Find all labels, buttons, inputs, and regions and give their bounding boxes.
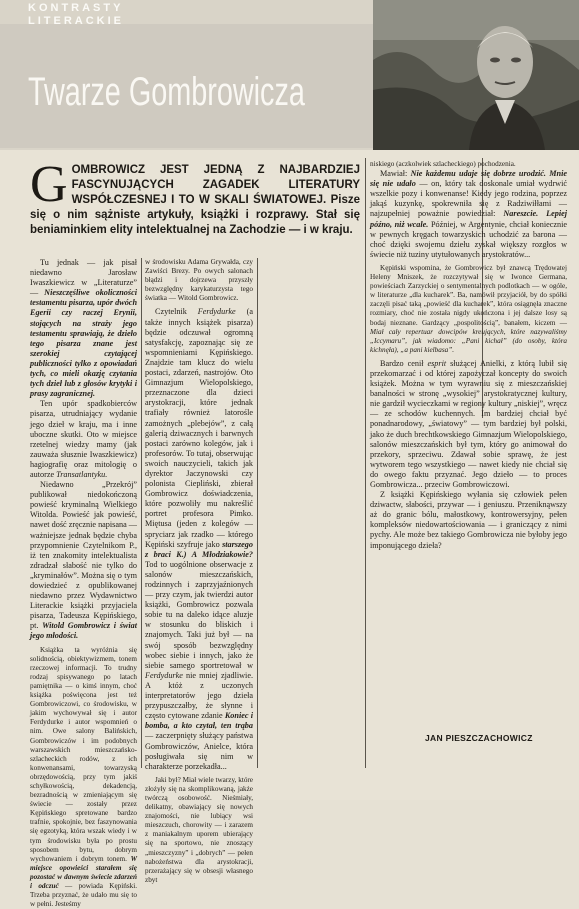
text-run: Później, w Argentynie, chciał koniecznie w pewnych kręgach towarzyskich uchodzić za barona — choć dzięki swojemu dziełu zyskał większy rozgłos w świecie niż tuziny utytułowanych arystokratów...: [370, 219, 567, 259]
article-title: Twarze Gombrowicza: [28, 70, 305, 114]
column-2: [145, 258, 253, 885]
portrait-photo: [373, 0, 579, 150]
paragraph: [370, 359, 567, 490]
paragraph: [30, 646, 137, 909]
quote-text: Miał cały repertuar dowcipów kreujących, które nazywaliśmy „Iccymaru”, jak wiadomo: „Pani kichał” (do osoby, która kichnęła), „a pani kielbasa”.: [370, 327, 567, 354]
column-rule: [257, 258, 258, 768]
portrait-photo-icon: [373, 0, 579, 150]
text-run: Ten upór spadkobierców pisarza, utrudniający wydanie jego dzieł w kraju, ma i inne uboczne skutki. Oto w miejsce rzetelnej wiedzy mamy (jak zauważa słusznie Iwaszkiewicz) hagiografię oraz mitologię o autorze: [30, 399, 137, 479]
book-title: Witold Gombrowicz i świat jego młodości.: [30, 621, 138, 641]
column-rule: [141, 258, 142, 768]
text-run: Z książki Kępińskiego wyłania się człowiek pełen dziwactw, słabości, przywar — i geniuszu. Przeniknąwszy aż do granic bólu, małostkowy, kontrowersyjny, pełen kompleksów niedowartościowania — i graniczący z nimi pychy. Ale może bez takiego Gombrowicza nie byłoby jego imponującego dzieła?: [370, 490, 567, 550]
lede-paragraph: [30, 156, 360, 238]
text-run: Tu jednak — jak pisał niedawno Jarosław Iwaszkiewicz w „Literaturze” —: [30, 258, 137, 298]
book-title: Ferdydurke: [145, 670, 183, 680]
paragraph: [30, 399, 137, 480]
paragraph: [370, 264, 567, 355]
column-1: [30, 258, 137, 909]
quote-text: starszego z braci K.) A Młodziakowie?: [145, 539, 253, 559]
section-label: [28, 2, 124, 28]
text-run: nie mniej zjadliwie. A któż z uczonych interpretatorów jego dzieła przypuszczałby, że słynne i często cytowane zdanie: [145, 670, 254, 721]
text-run: niskiego (aczkolwiek szlacheckiego) pochodzenia.: [370, 160, 516, 168]
paragraph: [370, 169, 567, 260]
column-rule: [365, 158, 366, 768]
text-run: Niedawno „Przekrój” publikował niedokończoną powieść kryminalną Wielkiego Witolda. Powieść jak powieść, nawet dość zręcznie napisana — ważniejsze jednak będzie chyba przypomnienie Czytelnikom P., iż ten znakomity intelektualista zdradzał słabość nie tylko do „kryminałów”. Można się o tym dowiedzieć z opublikowanej niedawno przez Wydawnictwo Literackie książki przyjaciela pisarza, Tadeusza Kępińskiego, pt.: [30, 480, 137, 631]
paragraph: [145, 258, 253, 303]
quote-text: Nareszcie. Lepiej późno, niż wcale.: [370, 209, 568, 229]
text-run: Mawiał:: [380, 169, 408, 179]
text-run: — on, który tak doskonale umiał wydrwić wszelkie pozy i konwenanse! Kiedy jego rodzina, poprzez jakąś kuzynkę, spokrewniła się z Radziwiłłami — najzupełniej poważnie powiedział:: [370, 179, 568, 219]
text-run: Jaki był? Miał wiele twarzy, które złożyły się na skomplikowaną, jakże twórczą osobowość. Nieśmiały, delikatny, obawiający się nowych znajomości, nie lubiący wsi mieszczuch, chorowity — i zarazem z maniakalnym uporem ubierający się na sportowo, nie znoszący „mieszczyzny” i „dobrych” — pełen nabożeństwa dla arystokracji, przerażający się w obsesji własnego zbyt: [145, 775, 253, 884]
quote-text: Nie każdemu udaje się dobrze urodzić. Mnie się nie udało: [370, 169, 567, 189]
book-title: Transatlantyku.: [56, 469, 108, 479]
quote-text: Koniec i bomba, a kto czytał, ten trąba: [145, 711, 253, 731]
text-run: (a także innych książek pisarza) będzie odczuwał ogromną satysfakcję, zapoznając się ze wspomnieniami Kępińskiego. Znajdzie tam klucz do wielu postaci, zdarzeń, nastrojów. Oto Gimnazjum Wielopolskiego, przeznaczone dla dzieci arystokracji, które jednak trafiały również latorośle zamożnych „plebejów”, z całą galerią dziwacznych i barwnych postaci zarówno kolegów, jak i profesorów. To tutaj, obserwując swoich nauczycieli, takich jak dyrektor Jaczynowski czy polonista Ciepliński, zbierał Gombrowicz doświadczenia, które pozwoliły mu nakreślić portret profesora Pimko. Miętusa (jeden z kolegów — spryciarz jak rzadko — którego Kępiński szyfruje jako: [145, 307, 254, 549]
section-label-line2: LITERACKIE: [28, 15, 124, 27]
header-band: [0, 0, 579, 150]
text-run: — zaczerpnięty służący państwa Gombrowiczów, Anielce, która posługiwała się nim w charakterze porzekadła...: [145, 731, 253, 771]
paragraph: [30, 258, 137, 399]
text-run: służącej Anielki, z którą lubił się przekomarzać i od której zapożyczał koncepty do swoich książek. Można w tym wyrawniu się z mieszczańskiej banalności w stronę „wysokiej” arystokratycznej kultury, nie gardził wycieczkami w regiony kultury „niskiej”, wręcz — ze schodów kuchennych. Im bardziej chciał być ponadnarodowy, „światowy” — tym bardziej był polski, jako że duch brechtkowskiego Gimnazjum Wielopolskiego, salonów mieszczańskich był tym, który go animował do przekory, sprzeciwu. Zdawał sobie sprawę, że jest wytworem tego wszystkiego — nawet kiedy nie chciał się do owego faktu przyznać. Jego dzieło — to proces Gombrowicza... przeciw Gombrowiczowi.: [370, 358, 567, 489]
quote-text: W miejsce opowieści starałem się pozostać w dawnym świecie zdarzeń i odczuć: [30, 854, 137, 890]
paragraph: [30, 480, 137, 642]
text-run: Czytelnik: [155, 307, 187, 317]
paragraph: [370, 160, 567, 169]
paragraph: [370, 490, 567, 551]
text-run: Książka ta wyróżnia się solidnością, obiektywizmem, tonem rzeczowej informacji. To trudny rodzaj spisywanego po latach pamiętnika — o kimś innym, choć książka poświęcona jest też Gombrowiczowi, co środowisku, w jakim wychowywał się i autor Ferdydurke i autor wspomnień o nim. Owe salony Balińskich, Gombrowiczów i im podobnych warszawskich mieszczańsko-szlacheckich rodów, z ich konwenansami, towarzyską obrzędowością, przy tym jakiś schyłkowością, dekadencją, bezradnością w zmieniającym się świecie — zostały przez Kępińskiego spretowane bardzo trafnie, spokojnie, bez faszynowania się egzotyką, która wszak wiedy i w tym środowisku była po prostu sposobem bytu, dobrym wychowaniem i dobrym tonem.: [30, 645, 137, 863]
drop-cap: G: [30, 156, 68, 213]
paragraph: [145, 776, 253, 885]
foreign-word: esprit: [427, 358, 447, 368]
paragraph: [145, 307, 253, 771]
lede-text: OMBROWICZ JEST JEDNĄ Z NAJBARDZIEJ FASCYNUJĄCYCH ZAGADEK LITERATURY WSPÓŁCZESNEJ I TO W SKALI ŚWIATOWEJ. Pisze się o nim sążniste artykuły, książki i rozprawy. Stał się beniaminkiem elity intelektualnej na Zachodzie — i w kraju.: [30, 164, 360, 236]
author-signature: JAN PIESZCZACHOWICZ: [425, 733, 533, 743]
column-4: [370, 160, 567, 551]
text-run: w środowisku Adama Grywałda, czy Zawiści Brezy. Po owych salonach błądzi i dojrzewa przyszły bezwzględny karykaturzysta tego światka — Witold Gombrowicz.: [145, 258, 253, 303]
text-run: Bardzo cenił: [380, 358, 424, 368]
quote-text: Nieszczęśliwe okoliczności testamentu pisarza, upór dwóch Egerii czy raczej Erynii, stojących na straży jego testamentu sprawiają, że dzieło tego pisarza znane jest szerokiej czytającej publiczności tylko z opowiadań tych, co mieli okazję czytania tych dzieł lub z głosów krytyki i prasy zagranicznej.: [30, 288, 137, 399]
text-run: Tod to uogólnione obserwacje z salonów mieszczańskich, rodzinnych i zaprzyjaźnionych — przy czym, jak twierdzi autor książki, Gombrowicz pozwala sobie tu na daleko idące aluzje w stosunku do bliskich i znajomych. Taki już był — na swój sposób bezwzględny wobec siebie i innych, jako że siebie samego sportretował w: [145, 559, 253, 670]
book-title: Ferdydurke: [197, 307, 236, 317]
text-run: Kępiński wspomina, że Gombrowicz był znawcą Trędowatej Heleny Mniszek, że rozczytywał się w Iwonce Germana, powieściach Zarzyckiej o sentymentalnych podlotkach — w ogóle, w literaturze „dla kucharek”. Ba, namówił przyjaciół, by do spółki zaczęli pisać taką „powieść dla kucharek”, która osiągnęła znaczne rozmiary, choć nie została nigdy ukończona i jej dalsze losy są bodaj nieznane. Gardzący „pospolitością”, banałem, kiczem —: [370, 263, 567, 327]
section-label-line1: KONTRASTY: [28, 2, 124, 14]
text-run: — powiada Kępiński. Trzeba przyznać, że udało mu się to w pełni. Jesteśmy: [30, 882, 138, 909]
